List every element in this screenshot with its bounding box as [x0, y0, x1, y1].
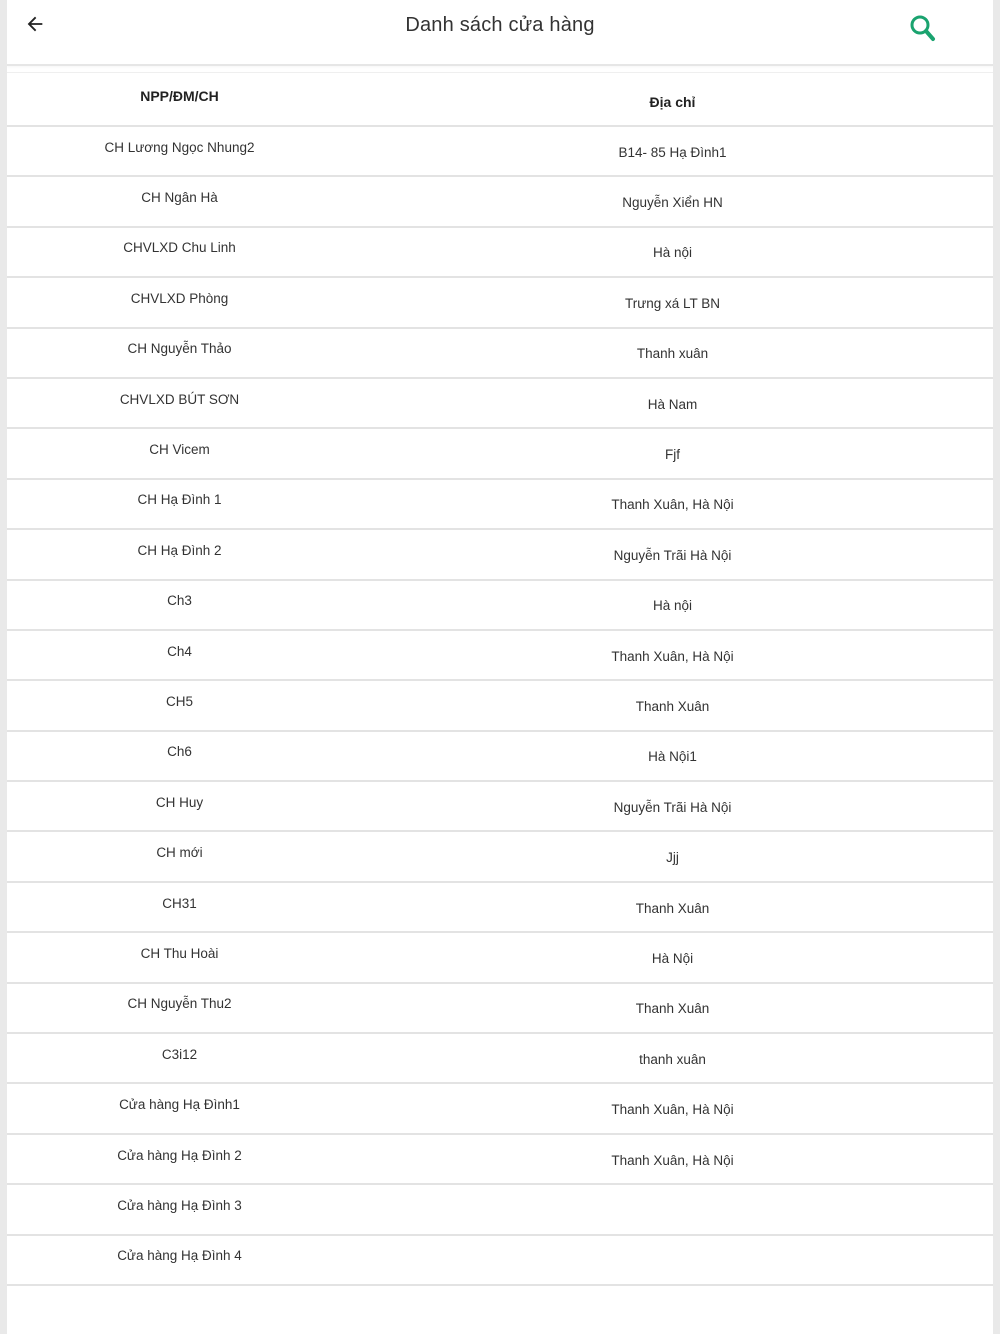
store-table — [7, 72, 993, 1286]
table-body — [7, 127, 993, 1286]
store-name-cell: Cửa hàng Hạ Đình 2 — [117, 1147, 242, 1163]
column-header-name[interactable]: NPP/ĐM/CH — [140, 88, 219, 104]
store-name-cell: CH Hạ Đình 2 — [137, 542, 222, 558]
store-name-cell: Cửa hàng Hạ Đình 4 — [117, 1248, 242, 1264]
store-name-cell: CH Hạ Đình 1 — [137, 492, 222, 508]
store-name-cell: Ch3 — [167, 593, 192, 609]
store-address-cell: Thanh Xuân, Hà Nội — [611, 1102, 734, 1118]
table-row[interactable] — [7, 1034, 993, 1084]
store-address-cell: Nguyễn Trãi Hà Nội — [613, 799, 732, 815]
column-header-address[interactable]: Địa chỉ — [649, 94, 696, 110]
store-address-cell: Hà nội — [652, 245, 693, 261]
page-title: Danh sách cửa hàng — [405, 14, 595, 36]
store-name-cell: Cửa hàng Hạ Đình 3 — [117, 1197, 242, 1213]
store-name-cell: CH Nguyễn Thảo — [127, 341, 232, 357]
store-address-cell: thanh xuân — [639, 1051, 706, 1067]
store-address-cell: Hà Nam — [647, 396, 698, 412]
table-row[interactable] — [7, 1185, 993, 1235]
store-address-cell — [352, 1236, 993, 1284]
table-row[interactable] — [7, 581, 993, 631]
store-address-cell: Hà nội — [652, 598, 693, 614]
table-row[interactable] — [7, 1236, 993, 1286]
store-address-cell: Thanh Xuân — [635, 698, 710, 714]
store-name-cell: CH31 — [162, 895, 197, 911]
table-row[interactable] — [7, 228, 993, 278]
store-address-cell: Trưng xá LT BN — [624, 295, 721, 311]
table-row[interactable] — [7, 732, 993, 782]
store-name-cell: CH Thu Hoài — [140, 945, 219, 961]
store-address-cell: Thanh Xuân — [635, 900, 710, 916]
store-address-cell: Thanh xuân — [636, 346, 709, 362]
store-name-cell: CH mới — [156, 845, 203, 861]
store-address-cell: Thanh Xuân, Hà Nội — [611, 648, 734, 664]
store-name-cell: Ch4 — [167, 643, 192, 659]
screen — [7, 0, 993, 1334]
store-address-cell — [352, 1185, 993, 1233]
table-row[interactable] — [7, 329, 993, 379]
table-row[interactable] — [7, 984, 993, 1034]
store-address-cell: Hà Nội — [651, 950, 694, 966]
table-row[interactable] — [7, 782, 993, 832]
table-row[interactable] — [7, 933, 993, 983]
search-icon — [908, 13, 938, 43]
table-row[interactable] — [7, 631, 993, 681]
store-address-cell: Thanh Xuân, Hà Nội — [611, 1152, 734, 1168]
store-name-cell: Ch6 — [167, 744, 192, 760]
store-name-cell: CHVLXD Chu Linh — [123, 240, 236, 256]
store-name-cell: CH Nguyễn Thu2 — [127, 996, 232, 1012]
table-row[interactable] — [7, 1084, 993, 1134]
store-address-cell: Thanh Xuân — [635, 1001, 710, 1017]
store-address-cell: Fjf — [665, 447, 680, 463]
store-name-cell: CH5 — [165, 693, 193, 709]
store-address-cell: Thanh Xuân, Hà Nội — [611, 497, 734, 513]
store-address-cell: Nguyễn Trãi Hà Nội — [613, 547, 732, 563]
table-row[interactable] — [7, 480, 993, 530]
table-row[interactable] — [7, 127, 993, 177]
store-address-cell: Hà Nội1 — [648, 749, 697, 765]
store-name-cell: CHVLXD Phòng — [130, 290, 229, 306]
table-row[interactable] — [7, 429, 993, 479]
app-bar — [7, 0, 993, 66]
store-name-cell: CH Huy — [155, 794, 204, 810]
table-row[interactable] — [7, 278, 993, 328]
store-name-cell: CH Lương Ngọc Nhung2 — [104, 139, 255, 155]
table-row[interactable] — [7, 832, 993, 882]
table-row[interactable] — [7, 379, 993, 429]
search-button[interactable] — [903, 8, 943, 48]
table-header — [7, 72, 993, 127]
table-row[interactable] — [7, 883, 993, 933]
table-row[interactable] — [7, 177, 993, 227]
store-name-cell: C3i12 — [161, 1046, 198, 1062]
store-name-cell: CH Ngân Hà — [141, 190, 218, 206]
store-name-cell: CHVLXD BÚT SƠN — [119, 391, 240, 407]
store-address-cell: B14- 85 Hạ Đình1 — [618, 144, 727, 160]
store-name-cell: CH Vicem — [149, 442, 210, 458]
table-row[interactable] — [7, 530, 993, 580]
store-name-cell: Cửa hàng Hạ Đình1 — [119, 1097, 240, 1113]
table-row[interactable] — [7, 1135, 993, 1185]
table-row[interactable] — [7, 681, 993, 731]
store-address-cell: Jjj — [666, 850, 679, 866]
store-address-cell: Nguyễn Xiển HN — [622, 195, 723, 211]
